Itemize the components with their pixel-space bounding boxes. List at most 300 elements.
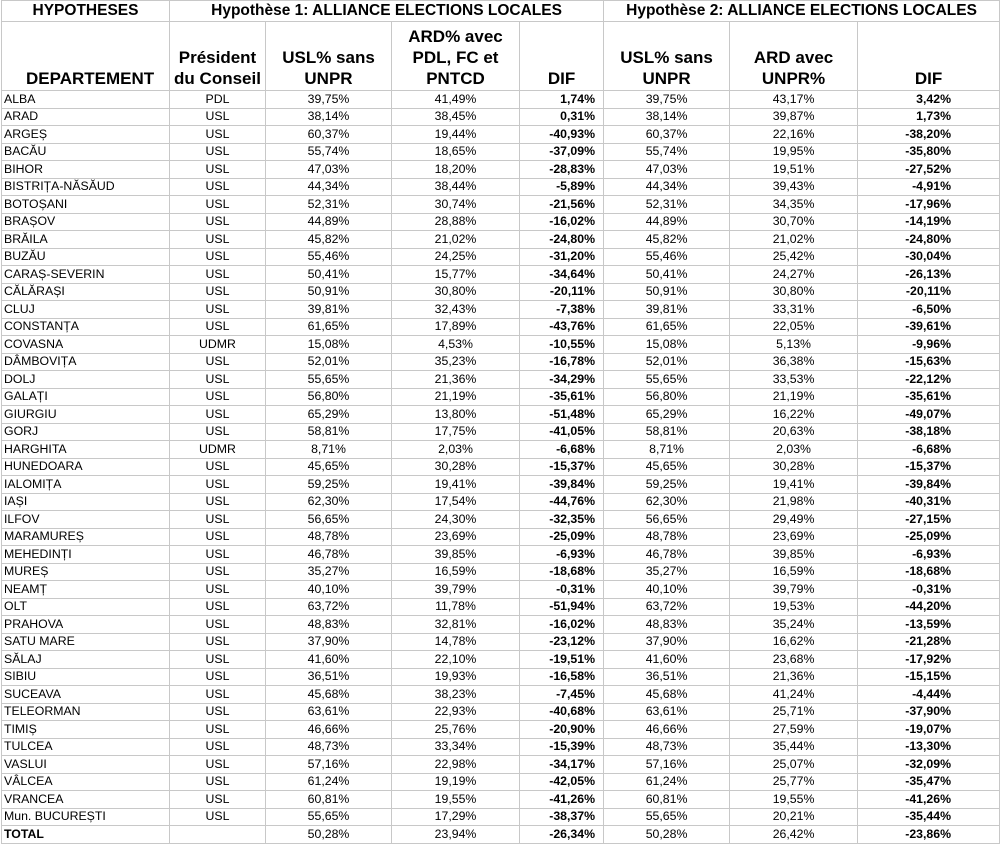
dif-1-cell: -44,76% bbox=[520, 493, 604, 511]
usl-2-cell: 63,61% bbox=[604, 703, 730, 721]
ard-2-cell: 39,85% bbox=[730, 546, 858, 564]
ard-2-cell: 16,62% bbox=[730, 633, 858, 651]
ard-2-cell: 20,63% bbox=[730, 423, 858, 441]
departement-cell: BOTOȘANI bbox=[2, 196, 170, 214]
ard-1-cell: 19,41% bbox=[392, 476, 520, 494]
dif-2-cell: -19,07% bbox=[858, 721, 1000, 739]
usl-2-cell: 62,30% bbox=[604, 493, 730, 511]
usl-1-cell: 8,71% bbox=[266, 441, 392, 459]
ard-2-cell: 20,21% bbox=[730, 808, 858, 826]
table-row bbox=[2, 266, 1000, 284]
dif-2-cell: -26,13% bbox=[858, 266, 1000, 284]
ard-1-cell: 32,81% bbox=[392, 616, 520, 634]
departement-cell: BRAȘOV bbox=[2, 213, 170, 231]
ard-2-header: ARD avec UNPR% bbox=[730, 22, 858, 91]
usl-2-cell: 63,72% bbox=[604, 598, 730, 616]
president-cell: USL bbox=[170, 511, 266, 529]
usl-1-cell: 57,16% bbox=[266, 756, 392, 774]
dif-1-cell: -39,84% bbox=[520, 476, 604, 494]
president-cell: PDL bbox=[170, 91, 266, 109]
table-row bbox=[2, 686, 1000, 704]
ard-1-cell: 28,88% bbox=[392, 213, 520, 231]
usl-1-cell: 61,24% bbox=[266, 773, 392, 791]
ard-1-cell: 22,93% bbox=[392, 703, 520, 721]
ard-2-cell: 25,07% bbox=[730, 756, 858, 774]
table-body bbox=[2, 91, 1000, 844]
ard-2-cell: 22,05% bbox=[730, 318, 858, 336]
president-cell: USL bbox=[170, 738, 266, 756]
usl-2-cell: 55,74% bbox=[604, 143, 730, 161]
usl-1-cell: 40,10% bbox=[266, 581, 392, 599]
ard-1-cell: 30,74% bbox=[392, 196, 520, 214]
dif-2-cell: -30,04% bbox=[858, 248, 1000, 266]
president-cell: USL bbox=[170, 581, 266, 599]
dif-2-cell: -32,09% bbox=[858, 756, 1000, 774]
table-row bbox=[2, 633, 1000, 651]
president-cell: USL bbox=[170, 493, 266, 511]
dif-1-header: DIF bbox=[520, 22, 604, 91]
dif-2-cell: -38,20% bbox=[858, 126, 1000, 144]
table-row bbox=[2, 301, 1000, 319]
usl-2-cell: 56,65% bbox=[604, 511, 730, 529]
dif-1-cell: -16,02% bbox=[520, 213, 604, 231]
usl-1-cell: 52,31% bbox=[266, 196, 392, 214]
dif-1-cell: -18,68% bbox=[520, 563, 604, 581]
dif-2-cell: -39,61% bbox=[858, 318, 1000, 336]
table-row bbox=[2, 126, 1000, 144]
usl-1-cell: 55,74% bbox=[266, 143, 392, 161]
dif-2-cell: -35,80% bbox=[858, 143, 1000, 161]
dif-2-cell: -24,80% bbox=[858, 231, 1000, 249]
ard-2-cell: 27,59% bbox=[730, 721, 858, 739]
ard-2-cell: 21,36% bbox=[730, 668, 858, 686]
ard-2-cell: 43,17% bbox=[730, 91, 858, 109]
departement-cell: OLT bbox=[2, 598, 170, 616]
ard-2-cell: 16,59% bbox=[730, 563, 858, 581]
usl-2-cell: 39,75% bbox=[604, 91, 730, 109]
usl-1-cell: 39,81% bbox=[266, 301, 392, 319]
departement-cell: DÂMBOVIȚA bbox=[2, 353, 170, 371]
dif-2-cell: -37,90% bbox=[858, 703, 1000, 721]
president-cell: USL bbox=[170, 598, 266, 616]
usl-2-cell: 44,34% bbox=[604, 178, 730, 196]
usl-1-cell: 65,29% bbox=[266, 406, 392, 424]
president-cell: USL bbox=[170, 703, 266, 721]
dif-1-cell: -6,68% bbox=[520, 441, 604, 459]
departement-cell: SĂLAJ bbox=[2, 651, 170, 669]
dif-2-cell: -17,96% bbox=[858, 196, 1000, 214]
dif-2-cell: -14,19% bbox=[858, 213, 1000, 231]
usl-2-cell: 46,78% bbox=[604, 546, 730, 564]
usl-1-cell: 38,14% bbox=[266, 108, 392, 126]
dif-2-cell: -15,63% bbox=[858, 353, 1000, 371]
usl-2-cell: 48,73% bbox=[604, 738, 730, 756]
president-cell: UDMR bbox=[170, 336, 266, 354]
usl-2-cell: 41,60% bbox=[604, 651, 730, 669]
dif-1-cell: -6,93% bbox=[520, 546, 604, 564]
table-row bbox=[2, 318, 1000, 336]
ard-1-cell: 11,78% bbox=[392, 598, 520, 616]
usl-2-cell: 38,14% bbox=[604, 108, 730, 126]
total-row bbox=[2, 826, 1000, 844]
dif-1-cell: -51,94% bbox=[520, 598, 604, 616]
total-president-cell bbox=[170, 826, 266, 844]
usl-2-cell: 37,90% bbox=[604, 633, 730, 651]
total-dif-2-cell: -23,86% bbox=[858, 826, 1000, 844]
dif-2-cell: -6,93% bbox=[858, 546, 1000, 564]
table-row bbox=[2, 423, 1000, 441]
dif-2-cell: -17,92% bbox=[858, 651, 1000, 669]
dif-2-cell: 3,42% bbox=[858, 91, 1000, 109]
table-row bbox=[2, 476, 1000, 494]
usl-1-cell: 47,03% bbox=[266, 161, 392, 179]
departement-cell: BUZĂU bbox=[2, 248, 170, 266]
departement-cell: BACĂU bbox=[2, 143, 170, 161]
usl-1-cell: 62,30% bbox=[266, 493, 392, 511]
ard-1-cell: 30,28% bbox=[392, 458, 520, 476]
usl-1-cell: 48,83% bbox=[266, 616, 392, 634]
dif-2-cell: -44,20% bbox=[858, 598, 1000, 616]
table-row bbox=[2, 283, 1000, 301]
dif-1-cell: -7,38% bbox=[520, 301, 604, 319]
usl-1-cell: 50,91% bbox=[266, 283, 392, 301]
departement-cell: BISTRIȚA-NĂSĂUD bbox=[2, 178, 170, 196]
ard-1-cell: 38,45% bbox=[392, 108, 520, 126]
dif-1-cell: -7,45% bbox=[520, 686, 604, 704]
ard-1-cell: 14,78% bbox=[392, 633, 520, 651]
departement-cell: HARGHITA bbox=[2, 441, 170, 459]
usl-1-cell: 50,41% bbox=[266, 266, 392, 284]
departement-cell: VASLUI bbox=[2, 756, 170, 774]
dif-1-cell: -51,48% bbox=[520, 406, 604, 424]
usl-1-cell: 52,01% bbox=[266, 353, 392, 371]
table-row bbox=[2, 563, 1000, 581]
dif-2-cell: -22,12% bbox=[858, 371, 1000, 389]
dif-1-cell: -19,51% bbox=[520, 651, 604, 669]
usl-1-cell: 44,34% bbox=[266, 178, 392, 196]
dif-1-cell: -10,55% bbox=[520, 336, 604, 354]
hypothesis-1-header: Hypothèse 1: ALLIANCE ELECTIONS LOCALES bbox=[170, 1, 604, 22]
usl-2-cell: 39,81% bbox=[604, 301, 730, 319]
ard-2-cell: 30,70% bbox=[730, 213, 858, 231]
dif-2-cell: 1,73% bbox=[858, 108, 1000, 126]
departement-cell: SUCEAVA bbox=[2, 686, 170, 704]
ard-1-cell: 35,23% bbox=[392, 353, 520, 371]
table-row bbox=[2, 336, 1000, 354]
dif-2-cell: -18,68% bbox=[858, 563, 1000, 581]
usl-2-cell: 50,41% bbox=[604, 266, 730, 284]
ard-1-cell: 17,29% bbox=[392, 808, 520, 826]
table-row bbox=[2, 738, 1000, 756]
ard-1-header: ARD% avec PDL, FC et PNTCD bbox=[392, 22, 520, 91]
departement-cell: GORJ bbox=[2, 423, 170, 441]
ard-2-cell: 5,13% bbox=[730, 336, 858, 354]
president-cell: USL bbox=[170, 423, 266, 441]
table-row bbox=[2, 616, 1000, 634]
usl-2-cell: 60,37% bbox=[604, 126, 730, 144]
president-cell: USL bbox=[170, 721, 266, 739]
ard-2-cell: 33,53% bbox=[730, 371, 858, 389]
usl-1-cell: 46,78% bbox=[266, 546, 392, 564]
dif-1-cell: -20,11% bbox=[520, 283, 604, 301]
hypotheses-header: HYPOTHESES bbox=[2, 1, 170, 22]
ard-1-cell: 24,25% bbox=[392, 248, 520, 266]
usl-2-cell: 36,51% bbox=[604, 668, 730, 686]
ard-1-cell: 21,19% bbox=[392, 388, 520, 406]
dif-1-cell: -31,20% bbox=[520, 248, 604, 266]
dif-2-cell: -6,68% bbox=[858, 441, 1000, 459]
ard-2-cell: 19,95% bbox=[730, 143, 858, 161]
dif-1-cell: -15,39% bbox=[520, 738, 604, 756]
departement-cell: BRĂILA bbox=[2, 231, 170, 249]
ard-2-cell: 21,19% bbox=[730, 388, 858, 406]
usl-2-cell: 45,68% bbox=[604, 686, 730, 704]
usl-2-cell: 48,83% bbox=[604, 616, 730, 634]
usl-2-cell: 55,65% bbox=[604, 371, 730, 389]
president-cell: USL bbox=[170, 248, 266, 266]
ard-2-cell: 2,03% bbox=[730, 441, 858, 459]
president-cell: USL bbox=[170, 791, 266, 809]
usl-2-cell: 15,08% bbox=[604, 336, 730, 354]
dif-2-cell: -49,07% bbox=[858, 406, 1000, 424]
departement-cell: TULCEA bbox=[2, 738, 170, 756]
president-cell: USL bbox=[170, 546, 266, 564]
ard-2-cell: 21,98% bbox=[730, 493, 858, 511]
table-row bbox=[2, 178, 1000, 196]
table-row bbox=[2, 143, 1000, 161]
departement-cell: ILFOV bbox=[2, 511, 170, 529]
ard-1-cell: 41,49% bbox=[392, 91, 520, 109]
dif-1-cell: -24,80% bbox=[520, 231, 604, 249]
usl-2-cell: 61,24% bbox=[604, 773, 730, 791]
president-cell: USL bbox=[170, 108, 266, 126]
ard-1-cell: 19,55% bbox=[392, 791, 520, 809]
dif-2-cell: -35,44% bbox=[858, 808, 1000, 826]
usl-2-cell: 56,80% bbox=[604, 388, 730, 406]
usl-2-cell: 52,31% bbox=[604, 196, 730, 214]
usl-1-cell: 59,25% bbox=[266, 476, 392, 494]
departement-cell: COVASNA bbox=[2, 336, 170, 354]
dif-1-cell: -20,90% bbox=[520, 721, 604, 739]
president-cell: USL bbox=[170, 476, 266, 494]
dif-2-header: DIF bbox=[858, 22, 1000, 91]
dif-1-cell: -5,89% bbox=[520, 178, 604, 196]
table-row bbox=[2, 161, 1000, 179]
table-row bbox=[2, 651, 1000, 669]
dif-2-cell: -41,26% bbox=[858, 791, 1000, 809]
usl-1-cell: 35,27% bbox=[266, 563, 392, 581]
table-row bbox=[2, 546, 1000, 564]
dif-1-cell: -23,12% bbox=[520, 633, 604, 651]
departement-cell: GALAȚI bbox=[2, 388, 170, 406]
dif-2-cell: -39,84% bbox=[858, 476, 1000, 494]
president-cell: USL bbox=[170, 126, 266, 144]
dif-1-cell: -43,76% bbox=[520, 318, 604, 336]
ard-1-cell: 38,23% bbox=[392, 686, 520, 704]
ard-1-cell: 23,69% bbox=[392, 528, 520, 546]
ard-2-cell: 39,79% bbox=[730, 581, 858, 599]
table-row bbox=[2, 791, 1000, 809]
dif-2-cell: -25,09% bbox=[858, 528, 1000, 546]
usl-2-cell: 35,27% bbox=[604, 563, 730, 581]
ard-1-cell: 33,34% bbox=[392, 738, 520, 756]
table-row bbox=[2, 756, 1000, 774]
dif-2-cell: -13,59% bbox=[858, 616, 1000, 634]
departement-cell: MEHEDINȚI bbox=[2, 546, 170, 564]
dif-1-cell: -21,56% bbox=[520, 196, 604, 214]
ard-2-cell: 24,27% bbox=[730, 266, 858, 284]
dif-2-cell: -6,50% bbox=[858, 301, 1000, 319]
ard-1-cell: 16,59% bbox=[392, 563, 520, 581]
total-ard-2-cell: 26,42% bbox=[730, 826, 858, 844]
ard-2-cell: 36,38% bbox=[730, 353, 858, 371]
usl-1-cell: 41,60% bbox=[266, 651, 392, 669]
table-row bbox=[2, 581, 1000, 599]
ard-2-cell: 35,24% bbox=[730, 616, 858, 634]
usl-2-cell: 48,78% bbox=[604, 528, 730, 546]
ard-1-cell: 19,93% bbox=[392, 668, 520, 686]
president-cell: USL bbox=[170, 283, 266, 301]
president-cell: USL bbox=[170, 231, 266, 249]
usl-2-cell: 55,46% bbox=[604, 248, 730, 266]
usl-2-cell: 52,01% bbox=[604, 353, 730, 371]
ard-2-cell: 30,80% bbox=[730, 283, 858, 301]
dif-2-cell: -20,11% bbox=[858, 283, 1000, 301]
departement-cell: PRAHOVA bbox=[2, 616, 170, 634]
president-cell: USL bbox=[170, 616, 266, 634]
departement-cell: DOLJ bbox=[2, 371, 170, 389]
dif-1-cell: -16,58% bbox=[520, 668, 604, 686]
usl-1-cell: 45,82% bbox=[266, 231, 392, 249]
dif-1-cell: -34,64% bbox=[520, 266, 604, 284]
ard-1-cell: 30,80% bbox=[392, 283, 520, 301]
president-cell: USL bbox=[170, 318, 266, 336]
president-cell: USL bbox=[170, 808, 266, 826]
usl-1-cell: 56,65% bbox=[266, 511, 392, 529]
usl-2-cell: 65,29% bbox=[604, 406, 730, 424]
ard-1-cell: 21,36% bbox=[392, 371, 520, 389]
president-cell: USL bbox=[170, 458, 266, 476]
president-cell: USL bbox=[170, 143, 266, 161]
dif-1-cell: 0,31% bbox=[520, 108, 604, 126]
dif-1-cell: -16,02% bbox=[520, 616, 604, 634]
dif-2-cell: -21,28% bbox=[858, 633, 1000, 651]
president-cell: USL bbox=[170, 266, 266, 284]
table-row bbox=[2, 108, 1000, 126]
president-cell: USL bbox=[170, 686, 266, 704]
departement-cell: SATU MARE bbox=[2, 633, 170, 651]
table-row bbox=[2, 598, 1000, 616]
president-cell: USL bbox=[170, 196, 266, 214]
departement-cell: CONSTANȚA bbox=[2, 318, 170, 336]
total-ard-1-cell: 23,94% bbox=[392, 826, 520, 844]
table-row bbox=[2, 371, 1000, 389]
usl-2-cell: 8,71% bbox=[604, 441, 730, 459]
ard-1-cell: 4,53% bbox=[392, 336, 520, 354]
table-row bbox=[2, 773, 1000, 791]
dif-1-cell: -42,05% bbox=[520, 773, 604, 791]
usl-2-cell: 45,82% bbox=[604, 231, 730, 249]
ard-2-cell: 23,68% bbox=[730, 651, 858, 669]
table-row bbox=[2, 668, 1000, 686]
dif-1-cell: -32,35% bbox=[520, 511, 604, 529]
usl-2-header: USL% sans UNPR bbox=[604, 22, 730, 91]
dif-2-cell: -40,31% bbox=[858, 493, 1000, 511]
header-row-hypotheses bbox=[2, 1, 1000, 22]
departement-cell: GIURGIU bbox=[2, 406, 170, 424]
usl-2-cell: 50,91% bbox=[604, 283, 730, 301]
dif-1-cell: -41,26% bbox=[520, 791, 604, 809]
dif-1-cell: -41,05% bbox=[520, 423, 604, 441]
departement-cell: CARAȘ-SEVERIN bbox=[2, 266, 170, 284]
usl-2-cell: 59,25% bbox=[604, 476, 730, 494]
dif-1-cell: -34,17% bbox=[520, 756, 604, 774]
president-cell: USL bbox=[170, 668, 266, 686]
ard-2-cell: 19,51% bbox=[730, 161, 858, 179]
ard-1-cell: 32,43% bbox=[392, 301, 520, 319]
president-cell: USL bbox=[170, 528, 266, 546]
ard-2-cell: 29,49% bbox=[730, 511, 858, 529]
ard-1-cell: 22,98% bbox=[392, 756, 520, 774]
usl-1-cell: 60,81% bbox=[266, 791, 392, 809]
table-row bbox=[2, 528, 1000, 546]
table-row bbox=[2, 231, 1000, 249]
dif-2-cell: -38,18% bbox=[858, 423, 1000, 441]
usl-2-cell: 47,03% bbox=[604, 161, 730, 179]
president-cell: USL bbox=[170, 161, 266, 179]
ard-1-cell: 24,30% bbox=[392, 511, 520, 529]
header-row-columns bbox=[2, 22, 1000, 91]
table-row bbox=[2, 493, 1000, 511]
usl-1-cell: 37,90% bbox=[266, 633, 392, 651]
usl-2-cell: 55,65% bbox=[604, 808, 730, 826]
table-row bbox=[2, 441, 1000, 459]
table-row bbox=[2, 91, 1000, 109]
usl-2-cell: 45,65% bbox=[604, 458, 730, 476]
dif-2-cell: -15,37% bbox=[858, 458, 1000, 476]
dif-1-cell: 1,74% bbox=[520, 91, 604, 109]
ard-1-cell: 15,77% bbox=[392, 266, 520, 284]
ard-1-cell: 17,54% bbox=[392, 493, 520, 511]
usl-1-cell: 45,65% bbox=[266, 458, 392, 476]
usl-1-cell: 36,51% bbox=[266, 668, 392, 686]
usl-1-cell: 58,81% bbox=[266, 423, 392, 441]
dif-2-cell: -4,91% bbox=[858, 178, 1000, 196]
table-row bbox=[2, 196, 1000, 214]
president-cell: UDMR bbox=[170, 441, 266, 459]
president-cell: USL bbox=[170, 633, 266, 651]
ard-1-cell: 22,10% bbox=[392, 651, 520, 669]
president-cell: USL bbox=[170, 213, 266, 231]
ard-2-cell: 35,44% bbox=[730, 738, 858, 756]
ard-2-cell: 21,02% bbox=[730, 231, 858, 249]
hypothesis-2-header: Hypothèse 2: ALLIANCE ELECTIONS LOCALES bbox=[604, 1, 1000, 22]
president-cell: USL bbox=[170, 301, 266, 319]
ard-2-cell: 25,42% bbox=[730, 248, 858, 266]
table-row bbox=[2, 721, 1000, 739]
president-cell: USL bbox=[170, 773, 266, 791]
dif-2-cell: -9,96% bbox=[858, 336, 1000, 354]
ard-2-cell: 30,28% bbox=[730, 458, 858, 476]
ard-1-cell: 17,75% bbox=[392, 423, 520, 441]
ard-2-cell: 19,41% bbox=[730, 476, 858, 494]
ard-1-cell: 25,76% bbox=[392, 721, 520, 739]
ard-2-cell: 39,87% bbox=[730, 108, 858, 126]
dif-2-cell: -35,61% bbox=[858, 388, 1000, 406]
usl-2-cell: 40,10% bbox=[604, 581, 730, 599]
ard-2-cell: 19,55% bbox=[730, 791, 858, 809]
usl-2-cell: 44,89% bbox=[604, 213, 730, 231]
